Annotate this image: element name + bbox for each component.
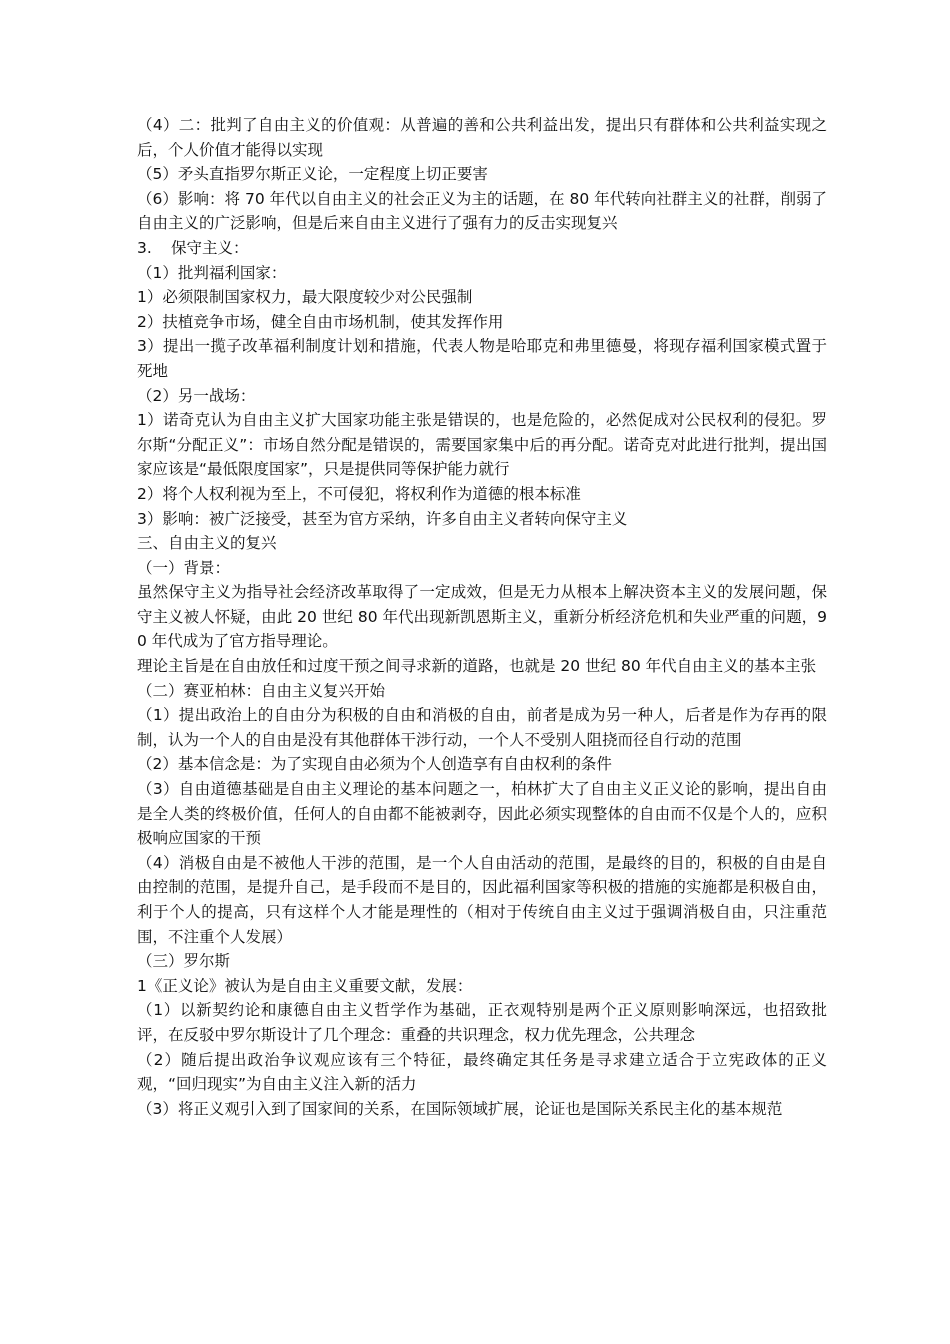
paragraph: （二）赛亚柏林：自由主义复兴开始 bbox=[137, 681, 386, 700]
section-heading: 三、自由主义的复兴 bbox=[137, 534, 277, 553]
list-number: 3. bbox=[137, 238, 152, 257]
paragraph: （2）基本信念是：为了实现自由必须为个人创造享有自由权利的条件 bbox=[137, 755, 612, 774]
paragraph: （1）批判福利国家： bbox=[137, 263, 287, 282]
paragraph: （2）另一战场： bbox=[137, 386, 256, 405]
paragraph: （1）以新契约论和康德自由主义哲学作为基础，正衣观特别是两个正义原则影响深远，也招致批评，在反驳中罗尔斯设计了几个理念：重叠的共识理念，权力优先理念，公共理念 bbox=[137, 1001, 827, 1044]
paragraph: （4）消极自由是不被他人干涉的范围，是一个人自由活动的范围，是最终的目的，积极的自由是自由控制的范围，是提升自己，是手段而不是目的，因此福利国家等积极的措施的实施都是积极自由，利于个人的提高，只有这样个人才能是理性的（相对于传统自由主义过于强调消极自由，只注重范围，不注重个人发展） bbox=[137, 853, 827, 946]
paragraph: （5）矛头直指罗尔斯正义论，一定程度上切正要害 bbox=[137, 165, 488, 184]
numbered-heading bbox=[137, 236, 827, 261]
paragraph: 1）必须限制国家权力，最大限度较少对公民强制 bbox=[137, 288, 473, 307]
paragraph: 2）将个人权利视为至上，不可侵犯，将权利作为道德的根本标准 bbox=[137, 484, 581, 503]
paragraph: （6）影响：将 70 年代以自由主义的社会正义为主的话题，在 80 年代转向社群主义的社群，削弱了自由主义的广泛影响，但是后来自由主义进行了强有力的反击实现复兴 bbox=[137, 189, 827, 233]
paragraph: 3）提出一揽子改革福利制度计划和措施，代表人物是哈耶克和弗里德曼，将现存福利国家模式置于死地 bbox=[137, 337, 827, 380]
heading-text: 保守主义： bbox=[171, 238, 249, 257]
paragraph: 3）影响：被广泛接受，甚至为官方采纳，许多自由主义者转向保守主义 bbox=[137, 509, 628, 528]
paragraph: （3）将正义观引入到了国家间的关系，在国际领域扩展，论证也是国际关系民主化的基本规范 bbox=[137, 1099, 783, 1118]
paragraph: （三）罗尔斯 bbox=[137, 952, 231, 971]
paragraph: 1《正义论》被认为是自由主义重要文献，发展： bbox=[137, 976, 473, 995]
paragraph: 2）扶植竞争市场，健全自由市场机制，使其发挥作用 bbox=[137, 312, 504, 331]
paragraph: （一）背景： bbox=[137, 558, 231, 577]
paragraph: 虽然保守主义为指导社会经济改革取得了一定成效，但是无力从根本上解决资本主义的发展问题，保守主义被人怀疑，由此 20 世纪 80 年代出现新凯恩斯主义，重新分析经济危机和失业严重的问题，90 年代成为了官方指导理论。 bbox=[137, 583, 827, 651]
paragraph: （1）提出政治上的自由分为积极的自由和消极的自由，前者是成为另一种人，后者是作为存再的限制，认为一个人的自由是没有其他群体干涉行动，一个人不受别人阻挠而径自行动的范围 bbox=[137, 706, 827, 749]
paragraph: 理论主旨是在自由放任和过度干预之间寻求新的道路，也就是 20 世纪 80 年代自由主义的基本主张 bbox=[137, 657, 817, 676]
document-page bbox=[137, 113, 827, 1121]
paragraph: （2）随后提出政治争议观应该有三个特征，最终确定其任务是寻求建立适合于立宪政体的正义观，“回归现实”为自由主义注入新的活力 bbox=[137, 1050, 827, 1094]
paragraph: （4）二：批判了自由主义的价值观：从普遍的善和公共利益出发，提出只有群体和公共利益实现之后，个人价值才能得以实现 bbox=[137, 116, 827, 159]
paragraph: 1）诺奇克认为自由主义扩大国家功能主张是错误的，也是危险的，必然促成对公民权利的侵犯。罗尔斯“分配正义”：市场自然分配是错误的，需要国家集中后的再分配。诺奇克对此进行批判，提出国家应该是“最低限度国家”，只是提供同等保护能力就行 bbox=[137, 411, 827, 479]
paragraph: （3）自由道德基础是自由主义理论的基本问题之一，柏林扩大了自由主义正义论的影响，提出自由是全人类的终极价值，任何人的自由都不能被剥夺，因此必须实现整体的自由而不仅是个人的，应积极响应国家的干预 bbox=[137, 780, 827, 848]
